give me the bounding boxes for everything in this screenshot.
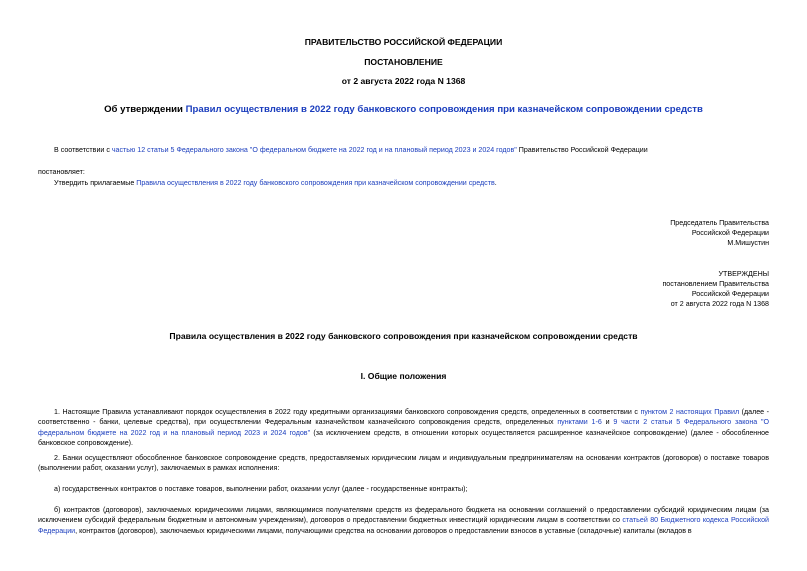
- date-number-heading: от 2 августа 2022 года N 1368: [341, 76, 466, 86]
- doc-type-heading: ПОСТАНОВЛЕНИЕ: [364, 57, 443, 67]
- paragraph-1: [38, 407, 769, 448]
- approved-line-4: от 2 августа 2022 года N 1368: [670, 300, 769, 308]
- approve-text-1: Утвердить прилагаемые: [54, 179, 137, 187]
- p1-text-4: (за исключением средств, в отношении которых осуществляется расширенное казначейское сопровождение) (далее - обособленное банковское сопровождение).: [38, 428, 769, 447]
- postanovlyaet-text: постановляет:: [38, 168, 85, 176]
- signature-block: [670, 218, 769, 248]
- rules-point-2-link[interactable]: пунктом 2 настоящих Правил: [640, 408, 740, 416]
- signature-line-2: Российской Федерации: [691, 229, 769, 237]
- paragraph-b: [38, 505, 769, 536]
- budget-code-article-80-link[interactable]: статьей 80 Бюджетного кодекса Российской Федерации: [38, 516, 769, 535]
- approved-block: [662, 269, 769, 309]
- p1-text-2: (далее - соответственно - банки, целевые средства), при осуществлении Федеральным казначейством казначейского сопровождения средств, определенных: [38, 408, 769, 427]
- title-prefix: Об утверждении: [104, 104, 186, 115]
- p1-text-3: и: [601, 418, 614, 427]
- paragraph-2: 2. Банки осуществляют обособленное банковское сопровождение средств, предоставляемых юридическим лицам и индивидуальным предпринимателям на основании контрактов (договоров) о поставке товаров (выполнении работ, оказании услуг), заключаемых в рамках исполнения:: [38, 454, 769, 473]
- approved-rules-link[interactable]: Правила осуществления в 2022 году банковского сопровождения при казначейском сопровождении средств: [136, 179, 495, 187]
- section-1-heading: I. Общие положения: [360, 371, 447, 381]
- gov-heading: ПРАВИТЕЛЬСТВО РОССИЙСКОЙ ФЕДЕРАЦИИ: [304, 37, 503, 47]
- approved-line-2: постановлением Правительства: [662, 280, 769, 288]
- preamble-text-2: Правительство Российской Федерации: [516, 146, 648, 154]
- points-1-6-link[interactable]: пунктами 1-6: [557, 418, 602, 427]
- approved-line-1: УТВЕРЖДЕНЫ: [718, 270, 769, 278]
- law-part-2-link[interactable]: 9 части 2 статьи 5 Федерального закона "О федеральном бюджете на 2022 год и на плановый период 2023 и 2024 годов": [38, 418, 770, 437]
- title-rules-link[interactable]: Правил осуществления в 2022 году банковского сопровождения при казначейском сопровождении средств: [185, 104, 703, 115]
- signature-line-3: М.Мишустин: [727, 239, 769, 247]
- pb-text-1: б) контрактов (договоров), заключаемых юридическими лицами, являющимися получателями средств из федерального бюджета на основании соглашений о предоставлении субсидий юридическим лицам (за исключением субсидий федеральным бюджетным и автономным учреждениям), договоров о предоставлении бюджетных инвестиций юридическим лицам в соответствии со: [38, 506, 769, 525]
- paragraph-a: а) государственных контрактов о поставке товаров, выполнении работ, оказании услуг (далее - государственные контракты);: [54, 485, 468, 493]
- preamble: [38, 145, 769, 155]
- p1-text-1: 1. Настоящие Правила устанавливают порядок осуществления в 2022 году кредитными организациями банковского сопровождения средств, определенных в соответствии с: [54, 408, 641, 416]
- pb-text-2: , контрактов (договоров), заключаемых юридическими лицами, получающими средства на основании договоров о предоставлении взносов в уставные (складочные) капиталы (вкладов в: [75, 526, 692, 535]
- signature-line-1: Председатель Правительства: [670, 219, 769, 227]
- rules-title: Правила осуществления в 2022 году банковского сопровождения при казначейском сопровождении средств: [169, 331, 638, 341]
- approve-text-2: .: [494, 179, 497, 187]
- approved-line-3: Российской Федерации: [691, 290, 769, 298]
- document-title: [0, 104, 807, 115]
- federal-law-link[interactable]: частью 12 статьи 5 Федерального закона "О федеральном бюджете на 2022 год и на плановый период 2023 и 2024 годов": [111, 146, 517, 154]
- approve-paragraph: [38, 178, 769, 188]
- preamble-text-1: В соответствии с: [54, 146, 112, 154]
